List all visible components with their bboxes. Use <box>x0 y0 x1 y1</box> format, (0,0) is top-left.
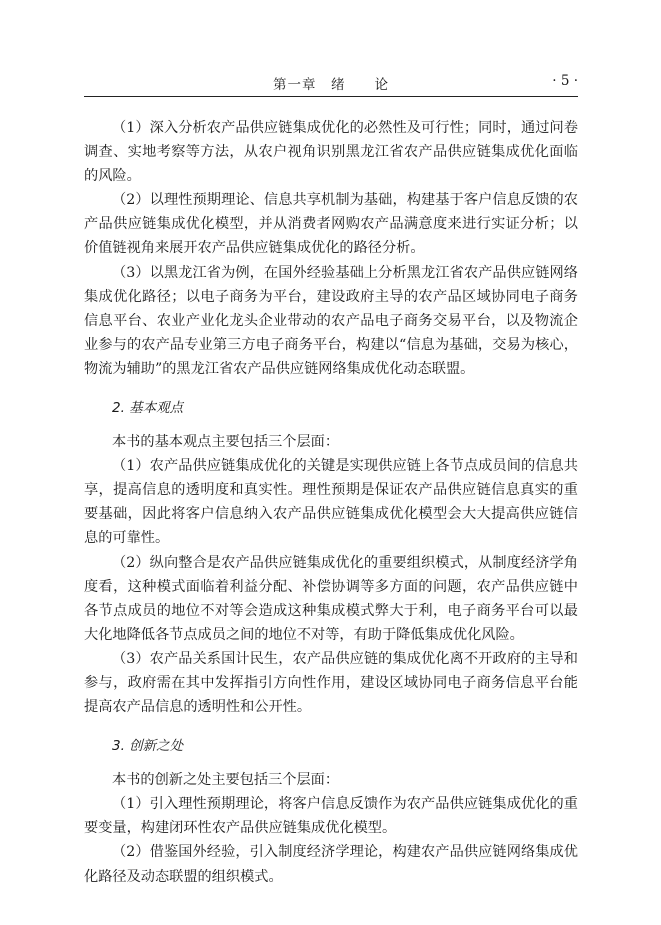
paragraph: 本书的创新之处主要包括三个层面： <box>112 772 340 789</box>
page-header <box>84 73 578 93</box>
page-number: · 5 · <box>552 73 578 89</box>
section-heading-basic-views: 2. 基本观点 <box>112 400 184 417</box>
paragraph: （3）以黑龙江省为例，在国外经验基础上分析黑龙江省农产品供应链网络集成优化路径；以电子商务为平台，建设政府主导的农产品区域协同电子商务信息平台、农业产业化龙头企业带动的农产品电子商务交易平台，以及物流企业参与的农产品专业第三方电子商务平台，构建以“信息为基础，交易为核心，物流为辅助”的黑龙江省农产品供应链网络集成优化动态联盟。 <box>84 264 578 377</box>
paragraph: （1）引入理性预期理论，将客户信息反馈作为农产品供应链集成优化的重要变量，构建闭环性农产品供应链集成优化模型。 <box>84 796 578 837</box>
paragraph: （2）纵向整合是农产品供应链集成优化的重要组织模式，从制度经济学角度看，这种模式面临着利益分配、补偿协调等多方面的问题，农产品供应链中各节点成员的地位不对等会造成这种集成模式弊大于利，电子商务平台可以最大化地降低各节点成员之间的地位不对等，有助于降低集成优化风险。 <box>84 554 578 643</box>
paragraph: （3）农产品关系国计民生，农产品供应链的集成优化离不开政府的主导和参与，政府需在其中发挥指引方向性作用，建设区域协同电子商务信息平台能提高农产品信息的透明性和公开性。 <box>84 650 578 716</box>
section-heading-innovations: 3. 创新之处 <box>112 738 184 755</box>
paragraph: （1）深入分析农产品供应链集成优化的必然性及可行性；同时，通过问卷调查、实地考察等方法，从农户视角识别黑龙江省农产品供应链集成优化面临的风险。 <box>84 120 578 185</box>
paragraph: （2）以理性预期理论、信息共享机制为基础，构建基于客户信息反馈的农产品供应链集成优化模型，并从消费者网购农产品满意度来进行实证分析；以价值链视角来展开农产品供应链集成优化的路径分析。 <box>84 192 578 257</box>
chapter-title: 第一章 绪 论 <box>273 77 389 93</box>
paragraph: 本书的基本观点主要包括三个层面： <box>112 434 340 451</box>
paragraph: （2）借鉴国外经验，引入制度经济学理论，构建农产品供应链网络集成优化路径及动态联盟的组织模式。 <box>84 844 578 885</box>
page-body <box>84 116 578 889</box>
header-divider <box>84 96 578 97</box>
paragraph: （1）农产品供应链集成优化的关键是实现供应链上各节点成员间的信息共享，提高信息的透明度和真实性。理性预期是保证农产品供应链信息真实的重要基础，因此将客户信息纳入农产品供应链集成优化模型会大大提高供应链信息的可靠性。 <box>84 458 578 547</box>
